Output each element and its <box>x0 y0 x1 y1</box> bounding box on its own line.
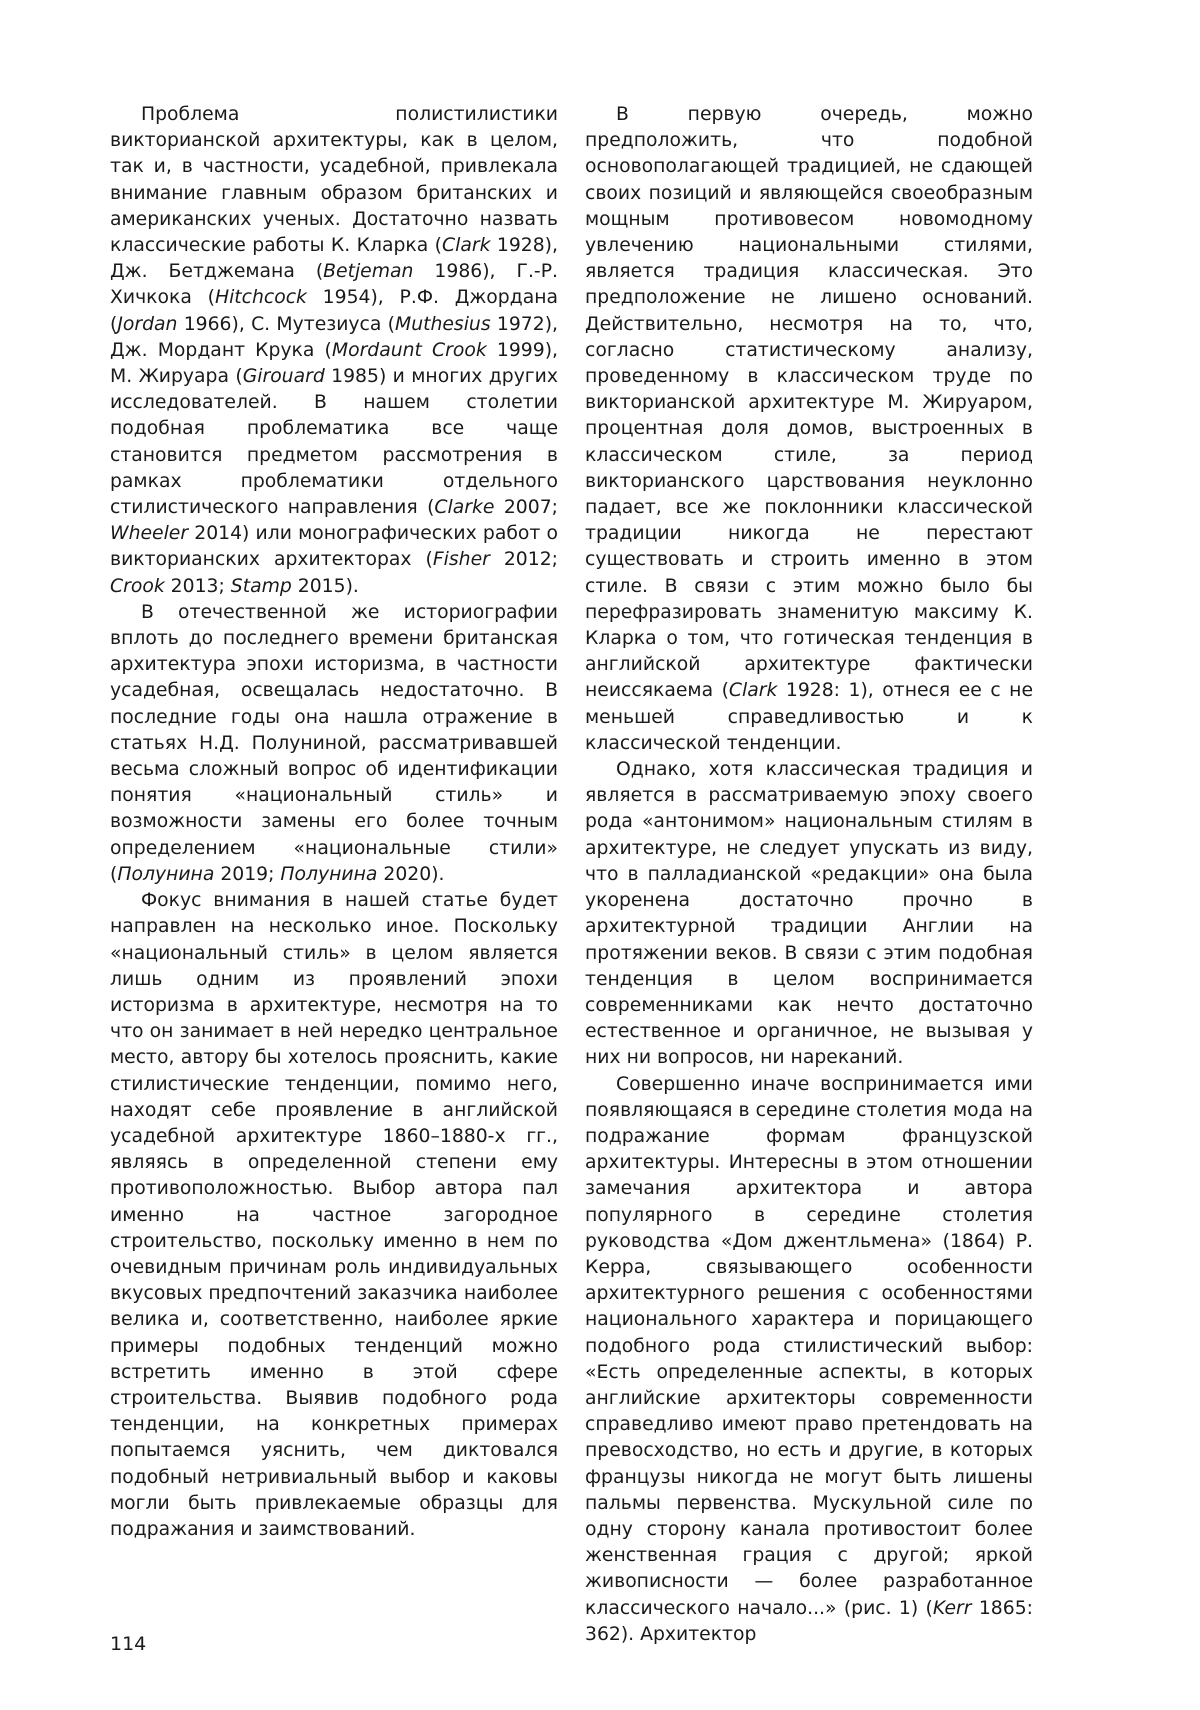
text-run: Фокус внимания в нашей статье будет направлен на несколько иное. Поскольку «национальный стиль» в целом является лишь одним из проявлений эпохи историзма в архитектуре, несмотря на то что он занимает в ней нередко центральное место, автору бы хотелось прояснить, какие стилистические тенденции, помимо него, находят себе проявление в английской усадебной архитектуре 1860–1880-х гг., являясь в определенной степени ему противоположностью. Выбор автора пал именно на частное загородное строительство, поскольку именно в нем по очевидным причинам роль индивидуальных вкусовых предпочтений заказчика наиболее велика и, соответственно, наиболее яркие примеры подобных тенденций можно встретить именно в этой сфере строительства. Выявив подобного рода тенденции, на конкретных примерах попытаемся уяснить, чем диктовался подобный нетривиальный выбор и каковы могли быть привлекаемые образцы для подражания и заимствований. <box>110 890 558 1540</box>
text-run: Совершенно иначе воспринимается ими появляющаяся в середине столетия мода на подражание формам французской архитектуры. Интересны в этом отношении замечания архитектора и автора популярного в середине столетия руководства «Дом джентльмена» (1864) Р. Керра, связывающего особенности архитектурного решения с особенностями национального характера и порицающего подобного рода стилистический выбор: «Есть определенные аспекты, в которых английские архитекторы современности справедливо имеют право претендовать на превосходство, но есть и другие, в которых французы никогда не могут быть лишены пальмы первенства. Мускульной силе по одну сторону канала противостоит более женственная грация с другой; яркой живописности — более разработанное классического начало...» (рис. 1) ( <box>585 1073 1033 1619</box>
citation-author: Clark <box>442 235 491 257</box>
text-run: 1928), Дж. Бетджемана ( <box>110 235 558 283</box>
citation-author: Fisher <box>432 549 490 571</box>
citation-author: Hitchcock <box>214 287 307 309</box>
paragraph <box>585 102 1033 757</box>
text-run: 2007; <box>494 497 558 519</box>
citation-author: Clarke <box>434 497 495 519</box>
text-run: 1985) и многих других исследователей. В нашем столетии подобная проблематика все чаще становится предметом рассмотрения в рамках проблематики отдельного стилистического направления ( <box>110 366 558 519</box>
text-run: 2013; <box>164 575 231 597</box>
paragraph <box>110 102 558 600</box>
text-run: 1928: 1), отнеся ее с не меньшей справедливостью и к классической тенденции. <box>585 680 1033 754</box>
citation-author: Kerr <box>932 1597 972 1619</box>
citation-author: Crook <box>110 575 165 597</box>
text-run: 1966), С. Мутезиуса ( <box>177 313 395 335</box>
citation-author: Wheeler <box>110 523 189 545</box>
citation-author: Betjeman <box>323 261 414 283</box>
left-text-column <box>110 102 558 1543</box>
page-number: 114 <box>110 1633 147 1655</box>
paragraph <box>585 1072 1033 1648</box>
text-run: В первую очередь, можно предположить, что подобной основополагающей традицией, не сдающей своих позиций и являющейся своеобразным мощным противовесом новомодному увлечению национальными стилями, является традиция классическая. Это предположение не лишено оснований. Действительно, несмотря на то, что, согласно статистическому анализу, проведенному в классическом труде по викторианской архитектуре М. Жируаром, процентная доля домов, выстроенных в классическом стиле, за период викторианского царствования неуклонно падает, все же поклонники классической традиции никогда не перестают существовать и строить именно в этом стиле. В связи с этим можно было бы перефразировать знаменитую максиму К. Кларка о том, что готическая тенденция в английской архитектуре фактически неиссякаема ( <box>585 104 1033 702</box>
paragraph <box>110 888 558 1543</box>
text-run: 1972), Дж. Мордант Крука ( <box>110 313 558 361</box>
text-run: 2014) или монографических работ о викторианских архитекторах ( <box>110 523 558 571</box>
text-run: 2019; <box>214 863 281 885</box>
citation-author: Полунина <box>117 863 215 885</box>
text-run: Однако, хотя классическая традиция и является в рассматриваемую эпоху своего рода «антонимом» национальным стилям в архитектуре, не следует упускать из виду, что в палладианской «редакции» она была укоренена достаточно прочно в архитектурной традиции Англии на протяжении веков. В связи с этим подобная тенденция в целом воспринимается современниками как нечто достаточно естественное и органичное, не вызывая у них ни вопросов, ни нареканий. <box>585 759 1033 1069</box>
paragraph <box>110 600 558 888</box>
right-text-column <box>585 102 1033 1648</box>
text-run: 1986), Г.-Р. Хичкока ( <box>110 261 558 309</box>
text-run: 1954), Р.Ф. Джордана ( <box>110 287 558 335</box>
text-run: Проблема полистилистики викторианской архитектуры, как в целом, так и, в частности, усадебной, привлекала внимание главным образом британских и американских ученых. Достаточно назвать классические работы К. Кларка ( <box>110 104 558 257</box>
citation-author: Muthesius <box>395 313 491 335</box>
text-run: 2015). <box>291 575 359 597</box>
citation-author: Stamp <box>230 575 292 597</box>
text-run: В отечественной же историографии вплоть до последнего времени британская архитектура эпохи историзма, в частности усадебная, освещалась недостаточно. В последние годы она нашла отражение в статьях Н.Д. Полуниной, рассматривавшей весьма сложный вопрос об идентификации понятия «национальный стиль» и возможности замены его более точным определением «национальные стили» ( <box>110 601 558 885</box>
text-run: 2012; <box>489 549 558 571</box>
paragraph <box>585 757 1033 1071</box>
citation-author: Jordan <box>117 313 178 335</box>
text-run: 2020). <box>377 863 445 885</box>
citation-author: Mordaunt Crook <box>331 339 487 361</box>
text-run: 1999), М. Жируара ( <box>110 339 558 388</box>
citation-author: Girouard <box>242 366 325 388</box>
text-run: 1865: 362). Архитектор <box>585 1597 1033 1645</box>
citation-author: Полунина <box>280 863 378 885</box>
citation-author: Clark <box>728 680 778 702</box>
